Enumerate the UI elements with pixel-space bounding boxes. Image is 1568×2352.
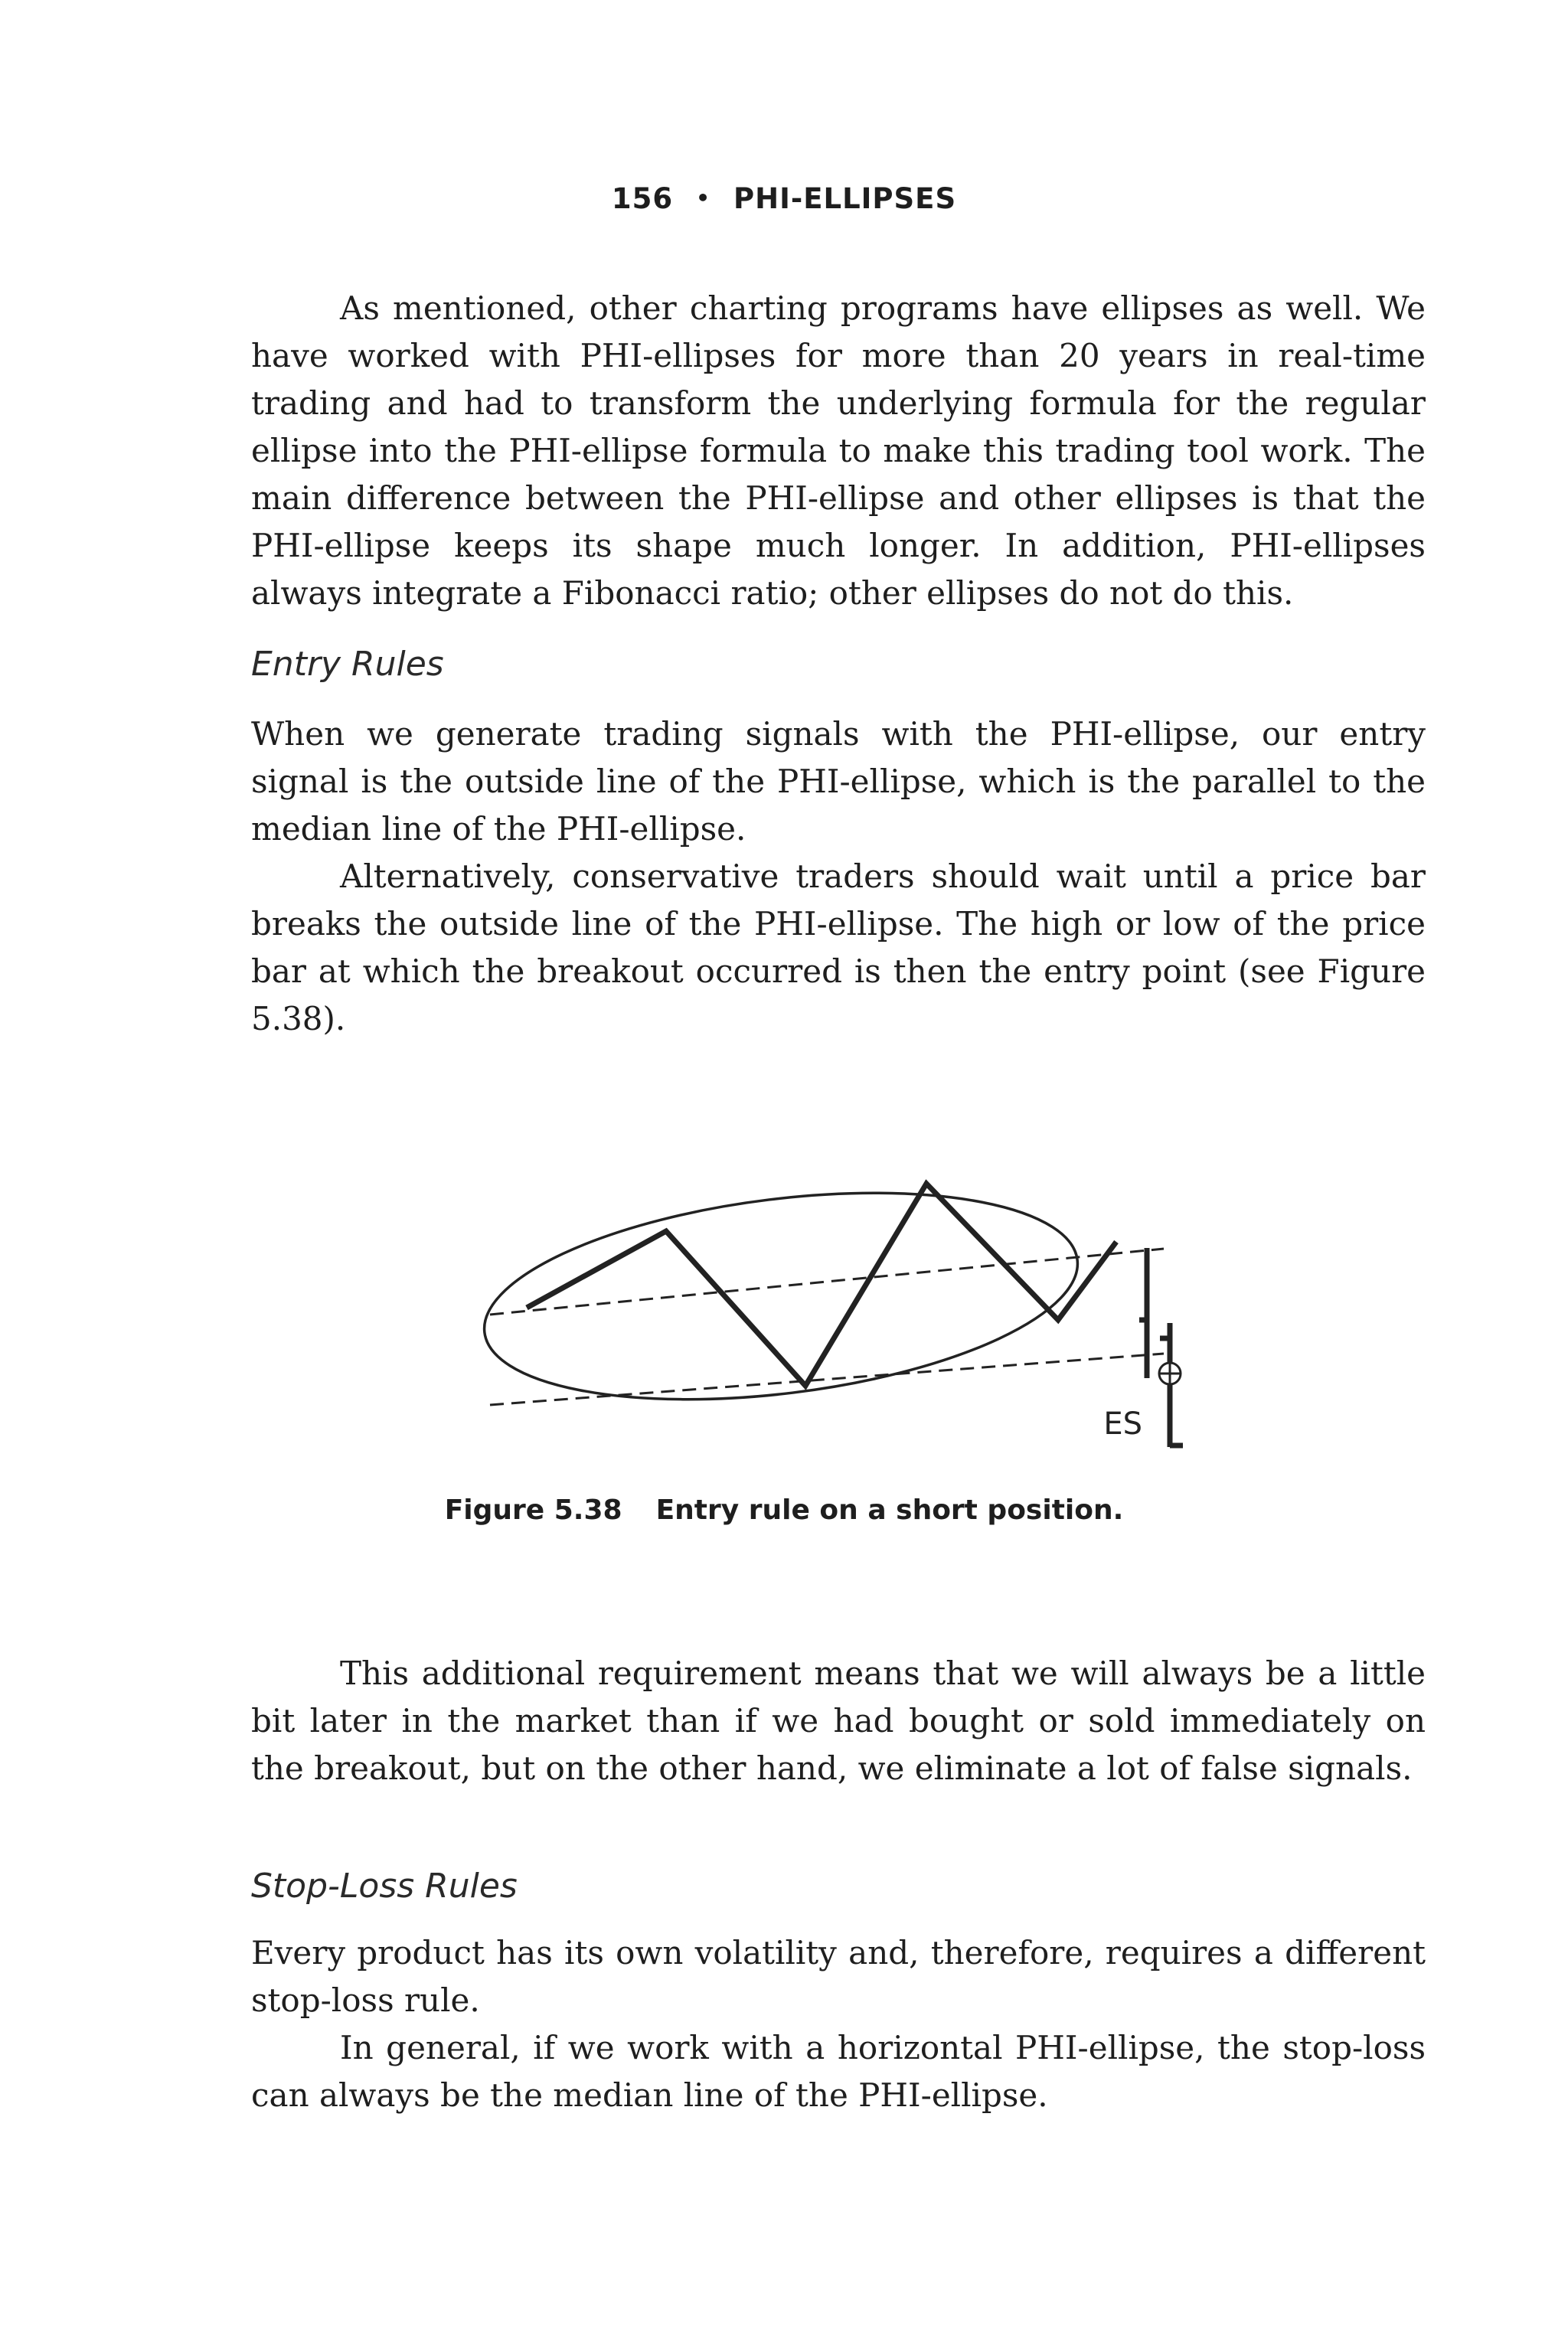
figure-5-38 — [475, 1156, 1225, 1493]
median-line — [490, 1249, 1164, 1315]
intro-text — [251, 285, 1426, 617]
stop-loss-text — [251, 1929, 1426, 2119]
paragraph: In general, if we work with a horizontal PHI-ellipse, the stop-loss can always be the median line of the PHI-ellipse. — [251, 2029, 1426, 2114]
follow-up-text — [251, 1650, 1426, 1792]
outside-line — [490, 1354, 1164, 1405]
figure-caption-label: Figure 5.38 — [444, 1494, 622, 1526]
paragraph: When we generate trading signals with the PHI-ellipse, our entry signal is the outside line of the PHI-ellipse, which is the parallel to the median line of the PHI-ellipse. — [251, 715, 1426, 848]
entry-rules-text — [251, 710, 1426, 1043]
page-number: 156 — [611, 182, 674, 215]
price-bar-1 — [1139, 1248, 1147, 1378]
chapter-title: PHI-ELLIPSES — [733, 182, 957, 215]
es-label: ES — [1103, 1406, 1142, 1442]
paragraph: Alternatively, conservative traders should wait until a price bar breaks the outside line of the PHI-ellipse. The high or low of the price bar at which the breakout occurred is then the entry point (see Figure 5.38). — [251, 858, 1426, 1037]
figure-caption-text: Entry rule on a short position. — [655, 1494, 1124, 1526]
figure-caption — [0, 1494, 1568, 1526]
section-heading-stop-loss-rules: Stop-Loss Rules — [251, 1867, 518, 1906]
running-head-bullet: • — [696, 185, 711, 211]
phi-ellipse-diagram — [475, 1156, 1225, 1493]
section-heading-entry-rules: Entry Rules — [251, 645, 444, 684]
paragraph: This additional requirement means that we will always be a little bit later in the market than if we had bought or sold immediately on the breakout, but on the other hand, we eliminate a lot of false signals. — [251, 1655, 1426, 1787]
paragraph: Every product has its own volatility and, therefore, requires a different stop-loss rule. — [251, 1934, 1426, 2019]
phi-ellipse — [475, 1163, 1089, 1429]
running-head — [0, 182, 1568, 215]
paragraph: As mentioned, other charting programs have ellipses as well. We have worked with PHI-ellipses for more than 20 years in real-time trading and had to transform the underlying formula for the regular ellipse into the PHI-ellipse formula to make this trading tool work. The main difference between the PHI-ellipse and other ellipses is that the PHI-ellipse keeps its shape much longer. In addition, PHI-ellipses always integrate a Fibonacci ratio; other ellipses do not do this. — [251, 289, 1426, 612]
entry-marker-icon — [1159, 1363, 1181, 1384]
